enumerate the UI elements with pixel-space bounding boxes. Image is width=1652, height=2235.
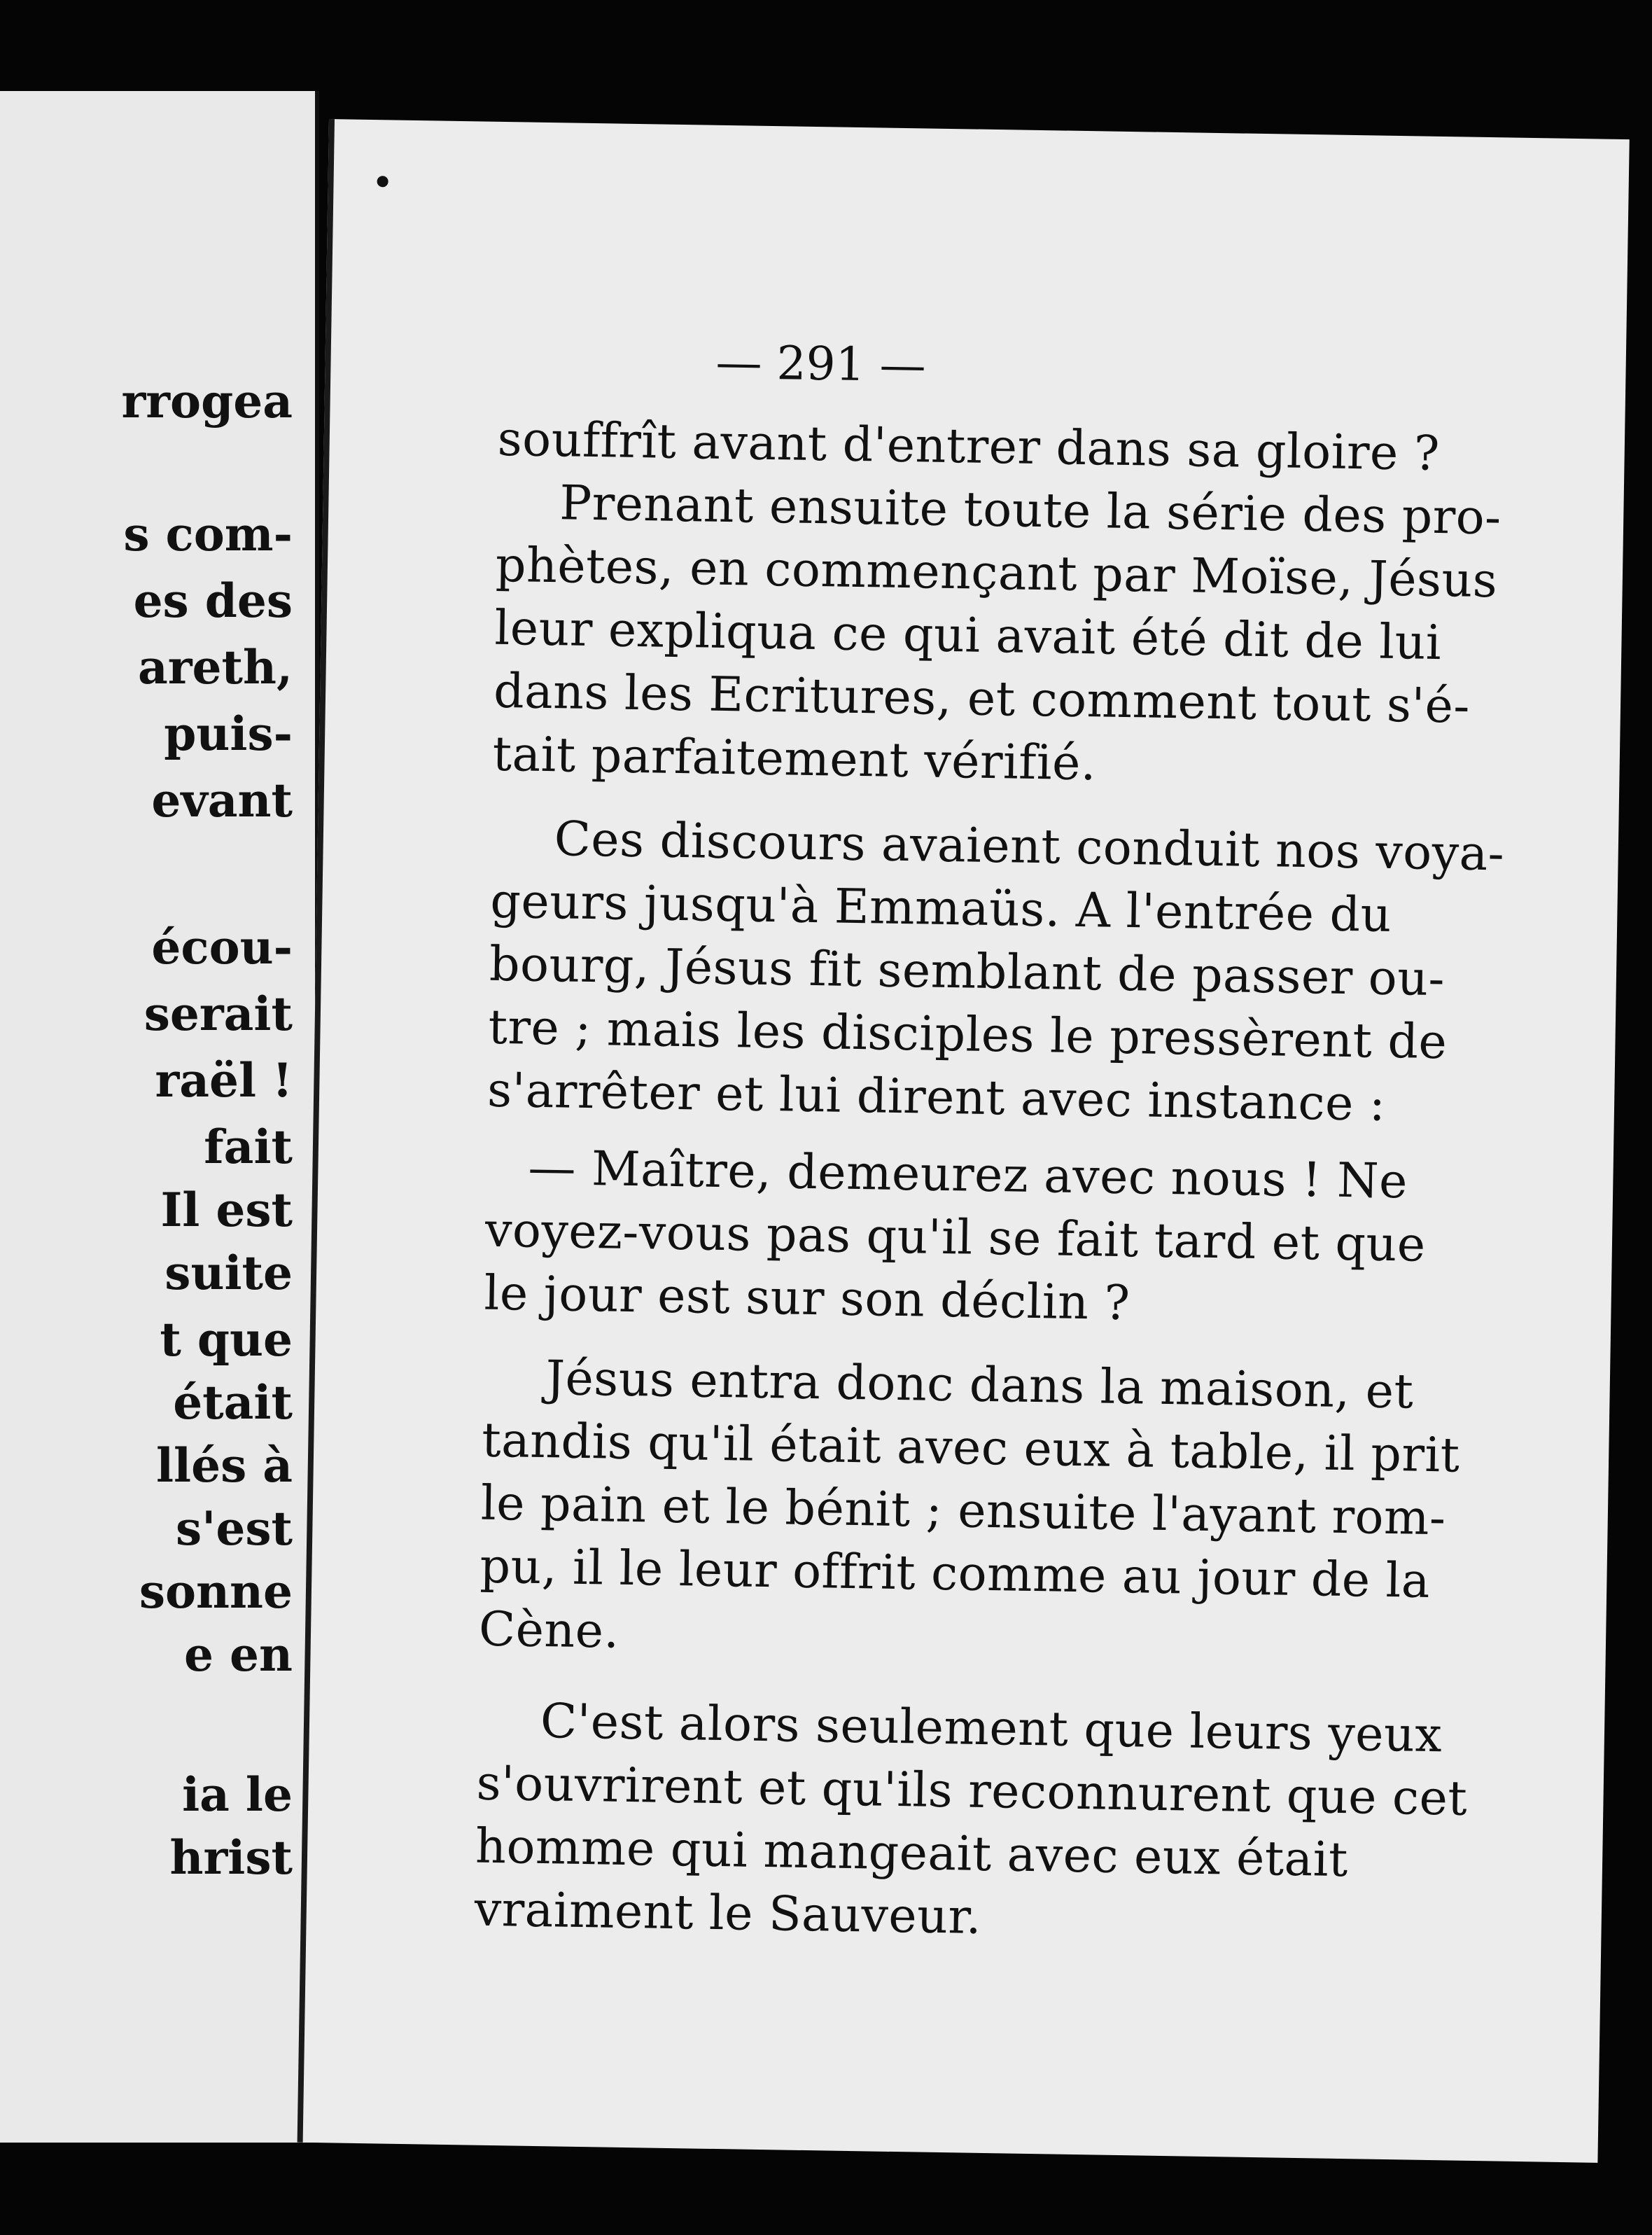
text-line: phètes, en commençant par Moïse, Jésus [495,537,1498,609]
left-page [0,91,319,2143]
ink-speck [377,176,388,187]
text-line: vraiment le Sauveur. [474,1881,982,1945]
text-line: Cène. [478,1601,620,1659]
left-page-line: fait [204,1120,293,1174]
text-line: leur expliqua ce qui avait été dit de lui [493,600,1442,671]
text-line: s'ouvrirent et qu'ils reconnurent que cet [476,1755,1468,1827]
left-page-line: s'est [176,1501,293,1556]
left-page-line: llés à [155,1438,293,1493]
text-line: Jésus entra donc dans la maison, et [545,1351,1414,1420]
text-line: — Maître, demeurez avec nous ! Ne [527,1140,1408,1210]
text-line: s'arrêter et lui dirent avec instance : [486,1062,1386,1132]
left-page-line: rrogea [121,374,293,429]
page-number: — 291 — [715,335,927,393]
left-page-line: Il est [160,1183,293,1237]
text-line: pu, il le leur offrit comme au jour de la [479,1538,1431,1609]
left-page-line: serait [144,987,293,1041]
text-line: geurs jusqu'à Emmaüs. A l'entrée du [489,873,1392,943]
text-line: homme qui mangeait avec eux était [475,1818,1349,1888]
text-line: tre ; mais les disciples le pressèrent de [488,999,1448,1071]
left-page-line: suite [164,1246,293,1300]
text-line: Prenant ensuite toute la série des pro- [559,475,1502,546]
left-page-line: evant [151,773,293,828]
text-line: dans les Ecritures, et comment tout s'é- [493,663,1471,734]
text-line: voyez-vous pas qu'il se fait tard et que [484,1202,1427,1273]
left-page-line: raël ! [155,1053,293,1108]
text-line: tait parfaitement vérifié. [492,726,1097,792]
left-page-line: areth, [138,640,293,695]
left-page-line: sonne [139,1564,293,1619]
left-page-line: puis- [164,706,293,761]
left-page-line: t que [160,1312,293,1367]
text-line: C'est alors seulement que leurs yeux [540,1694,1443,1764]
left-page-line: ia le [182,1767,293,1822]
right-page [298,119,1630,2163]
text-line: tandis qu'il était avec eux à table, il prit [481,1412,1461,1484]
text-line: bourg, Jésus fit semblant de passer ou- [489,936,1446,1008]
left-page-line: s com- [123,507,293,562]
left-page-line: es des [133,573,293,628]
left-page-line: e en [184,1627,293,1682]
text-line: Ces discours avaient conduit nos voya- [554,812,1505,882]
left-page-line: écou- [151,920,293,975]
text-line: le pain et le bénit ; ensuite l'ayant rom- [480,1475,1447,1547]
text-line: le jour est sur son déclin ? [484,1265,1131,1332]
left-page-line: était [173,1375,293,1430]
text-line: souffrît avant d'entrer dans sa gloire ? [497,411,1441,482]
left-page-line: hrist [169,1830,293,1885]
